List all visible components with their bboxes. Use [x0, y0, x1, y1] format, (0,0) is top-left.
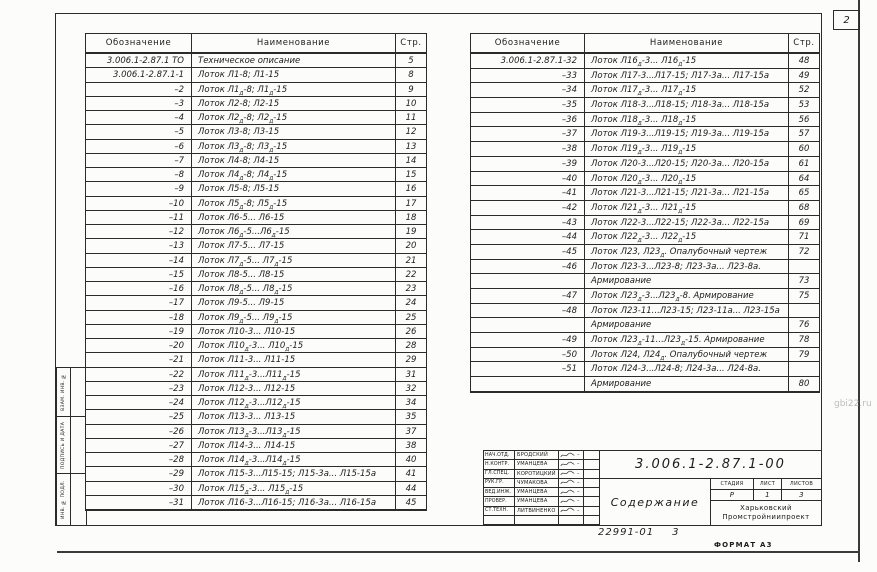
- page-cell: 20: [396, 239, 426, 253]
- designation-cell: [471, 377, 585, 392]
- name-cell: Лоток $Л9_д-5$... $Л9_д-15$: [192, 311, 396, 325]
- name-cell: Лоток $Л21_д-3$... $Л21_д-15$: [585, 201, 789, 216]
- signature-role-cell: ПРОВЕР.: [484, 497, 515, 506]
- designation-cell: –2: [86, 83, 192, 97]
- page-cell: 12: [396, 125, 426, 139]
- order-code: 22991-01: [598, 527, 655, 538]
- signature-name-cell: КОРОТИЦКИЙ: [515, 470, 559, 479]
- page-cell: 21: [396, 254, 426, 268]
- designation-cell: –14: [86, 254, 192, 268]
- name-cell: Лоток Л20-3...Л20-15; Л20-3а... Л20-15а: [585, 157, 789, 172]
- designation-cell: –41: [471, 186, 585, 201]
- page-cell: 10: [396, 97, 426, 111]
- signature-cell: –: [559, 451, 584, 460]
- page-cell: [789, 260, 819, 275]
- sheets-value: 3: [799, 491, 804, 499]
- designation-cell: –33: [471, 69, 585, 84]
- designation-cell: [471, 274, 585, 289]
- name-cell: Лоток $Л15_д-3$... $Л15_д-15$: [192, 482, 396, 496]
- stage-values-row: [711, 490, 821, 501]
- signature-date-cell: [584, 470, 599, 479]
- name-cell: Лоток Л14-3... Л14-15: [192, 439, 396, 453]
- designation-cell: –3: [86, 97, 192, 111]
- name-cell: Лоток Л1-8; Л1-15: [192, 68, 396, 82]
- page-cell: 41: [396, 467, 426, 481]
- designation-cell: –45: [471, 245, 585, 260]
- name-cell: Лоток Л4-8; Л4-15: [192, 154, 396, 168]
- signature-date-cell: [584, 516, 599, 525]
- name-cell: Лоток $Л8_д-5$... $Л8_д-15$: [192, 282, 396, 296]
- designation-cell: –29: [86, 467, 192, 481]
- designation-cell: –21: [86, 353, 192, 367]
- signature-mark: [560, 479, 575, 486]
- page-cell: 71: [789, 230, 819, 245]
- contents-table-left: [85, 33, 427, 511]
- page-cell: 44: [396, 482, 426, 496]
- page-cell: 18: [396, 211, 426, 225]
- stage-header-row: [711, 479, 821, 490]
- margin-cell: [57, 474, 86, 525]
- designation-cell: –49: [471, 333, 585, 348]
- signature-cell: –: [559, 507, 584, 516]
- signature-name-cell: УМАНЦЕВА: [515, 460, 559, 469]
- designation-cell: –44: [471, 230, 585, 245]
- designation-cell: 3.006.1-2.87.1-32: [471, 54, 585, 69]
- designation-cell: –13: [86, 239, 192, 253]
- name-cell: Лоток Л23-11...Л23-15; Л23-11а... Л23-15а: [585, 304, 789, 319]
- signature-date-cell: [584, 451, 599, 460]
- page-cell: 22: [396, 268, 426, 282]
- name-cell: Лоток Л24-3...Л24-8; Л24-3а... Л24-8а.: [585, 362, 789, 377]
- title-block: [483, 450, 822, 526]
- designation-cell: –40: [471, 172, 585, 187]
- name-cell: Лоток $Л12_д-3...Л12_д-15$: [192, 396, 396, 410]
- column-header-name: Наименование: [192, 34, 396, 54]
- page-cell: 69: [789, 216, 819, 231]
- signature-role-cell: Н.КОНТР.: [484, 460, 515, 469]
- designation-cell: –38: [471, 142, 585, 157]
- signature-mark: [560, 470, 575, 477]
- designation-cell: –27: [86, 439, 192, 453]
- watermark: gbi22.ru: [834, 399, 872, 409]
- designation-cell: –30: [86, 482, 192, 496]
- format-label: ФОРМАТ А3: [714, 541, 773, 549]
- designation-cell: –12: [86, 225, 192, 239]
- name-cell: Лоток Л13-3... Л13-15: [192, 410, 396, 424]
- name-cell: Лоток Л12-3... Л12-15: [192, 382, 396, 396]
- page-cell: 48: [789, 54, 819, 69]
- designation-cell: –48: [471, 304, 585, 319]
- margin-label-inv-podl: ИНВ. № ПОДЛ.: [57, 474, 71, 525]
- name-cell: Армирование: [585, 377, 789, 392]
- column-header-designation: Обозначение: [471, 34, 585, 54]
- designation-cell: –31: [86, 496, 192, 510]
- page-cell: 25: [396, 311, 426, 325]
- signature-date-cell: [584, 479, 599, 488]
- page-cell: 13: [396, 140, 426, 154]
- designation-cell: –28: [86, 453, 192, 467]
- name-cell: Армирование: [585, 274, 789, 289]
- page-cell: 64: [789, 172, 819, 187]
- org-line1: Харьковский: [740, 504, 792, 512]
- designation-cell: –37: [471, 127, 585, 142]
- name-cell: Лоток $Л5_д-8$; $Л5_д-15$: [192, 197, 396, 211]
- name-cell: Лоток Л21-3...Л21-15; Л21-3а... Л21-15а: [585, 186, 789, 201]
- page-cell: 19: [396, 225, 426, 239]
- signature-name-cell: ЧУМАКОВА: [515, 479, 559, 488]
- name-cell: Лоток Л23-3...Л23-8; Л23-3а... Л23-8а.: [585, 260, 789, 275]
- stage-block: [711, 479, 821, 525]
- page-cell: 45: [396, 496, 426, 510]
- page-cell: 23: [396, 282, 426, 296]
- page-cell: 60: [789, 142, 819, 157]
- page-cell: 52: [789, 83, 819, 98]
- page-cell: 40: [396, 453, 426, 467]
- signature-cell: [559, 516, 584, 525]
- name-cell: Лоток Л19-3...Л19-15; Л19-3а... Л19-15а: [585, 127, 789, 142]
- designation-cell: –36: [471, 113, 585, 128]
- signature-cell: –: [559, 488, 584, 497]
- name-cell: Лоток $Л23_д-11...Л23_д-15$. Армирование: [585, 333, 789, 348]
- designation-cell: –42: [471, 201, 585, 216]
- designation-cell: –17: [86, 296, 192, 310]
- signature-name-cell: [515, 516, 559, 525]
- page-cell: 16: [396, 182, 426, 196]
- page-cell: 56: [789, 113, 819, 128]
- page-cell: 17: [396, 197, 426, 211]
- page-cell: 15: [396, 168, 426, 182]
- name-cell: Лоток $Л10_д-3$... $Л10_д-15$: [192, 339, 396, 353]
- title-block-lower: [600, 479, 821, 525]
- signature-date-cell: [584, 488, 599, 497]
- name-cell: Лоток $Л3_д-8$; $Л3_д-15$: [192, 140, 396, 154]
- name-cell: Лоток Л9-5... Л9-15: [192, 296, 396, 310]
- page-cell: 72: [789, 245, 819, 260]
- left-margin-stamp-boxes: [56, 367, 87, 526]
- signature-role-cell: [484, 516, 515, 525]
- page-cell: [789, 362, 819, 377]
- name-cell: Лоток Л6-5... Л6-15: [192, 211, 396, 225]
- signature-cell: –: [559, 479, 584, 488]
- designation-cell: 3.006.1-2.87.1-1: [86, 68, 192, 82]
- designation-cell: –46: [471, 260, 585, 275]
- name-cell: Лоток $Л6_д-5...Л6_д-15$: [192, 225, 396, 239]
- designation-cell: [471, 318, 585, 333]
- name-cell: Лоток Л17-3...Л17-15; Л17-3а... Л17-15а: [585, 69, 789, 84]
- designation-cell: –50: [471, 348, 585, 363]
- designation-cell: –4: [86, 111, 192, 125]
- page-cell: 75: [789, 289, 819, 304]
- designation-cell: –15: [86, 268, 192, 282]
- page-cell: [789, 304, 819, 319]
- signature-role-cell: НАЧ.ОТД.: [484, 451, 515, 460]
- page-cell: 29: [396, 353, 426, 367]
- page-cell: 38: [396, 439, 426, 453]
- stage-value: Р: [711, 490, 754, 500]
- page-cell: 61: [789, 157, 819, 172]
- designation-cell: –8: [86, 168, 192, 182]
- signature-mark: [560, 489, 575, 496]
- designation-cell: –24: [86, 396, 192, 410]
- designation-cell: –47: [471, 289, 585, 304]
- page-cell: 11: [396, 111, 426, 125]
- name-cell: Лоток Л2-8; Л2-15: [192, 97, 396, 111]
- sheet-corner-page-number: [833, 10, 860, 30]
- stage-label: СТАДИЯ: [711, 479, 754, 489]
- name-cell: Лоток $Л2_д-8$; $Л2_д-15$: [192, 111, 396, 125]
- page-cell: 24: [396, 296, 426, 310]
- designation-cell: 3.006.1-2.87.1 ТО: [86, 54, 192, 68]
- column-header-name: Наименование: [585, 34, 789, 54]
- designation-cell: –23: [86, 382, 192, 396]
- sheet-right-edge: [858, 0, 860, 562]
- name-cell: Лоток $Л7_д-5$... $Л7_д-15$: [192, 254, 396, 268]
- page-cell: 28: [396, 339, 426, 353]
- signature-name-cell: БРОДСКИЙ: [515, 451, 559, 460]
- name-cell: Лоток $Л18_д-3$... $Л18_д-15$: [585, 113, 789, 128]
- signature-cell: –: [559, 497, 584, 506]
- page-cell: 26: [396, 325, 426, 339]
- page-cell: 35: [396, 410, 426, 424]
- page-cell: 65: [789, 186, 819, 201]
- column-header-designation: Обозначение: [86, 34, 192, 54]
- name-cell: Лоток $Л14_д-3...Л14_д-15$: [192, 453, 396, 467]
- name-cell: Лоток $Л23_д-3...Л23_д-8$. Армирование: [585, 289, 789, 304]
- signature-cell: –: [559, 470, 584, 479]
- page-cell: 32: [396, 382, 426, 396]
- margin-cell: [57, 368, 86, 417]
- page-cell: 79: [789, 348, 819, 363]
- name-cell: Лоток Л18-3...Л18-15; Л18-3а... Л18-15а: [585, 98, 789, 113]
- signature-date-cell: [584, 460, 599, 469]
- page-cell: 76: [789, 318, 819, 333]
- page-cell: 80: [789, 377, 819, 392]
- signature-mark: [560, 498, 575, 505]
- designation-cell: –34: [471, 83, 585, 98]
- signature-cell: –: [559, 460, 584, 469]
- signature-role-cell: ГЛ.СПЕЦ.: [484, 470, 515, 479]
- name-cell: Лоток Л22-3...Л22-15; Л22-3а... Л22-15а: [585, 216, 789, 231]
- footer-sheet-number: 3: [672, 527, 680, 538]
- margin-label-podpis-data: ПОДПИСЬ И ДАТА: [57, 417, 71, 473]
- designation-cell: –6: [86, 140, 192, 154]
- title-block-right: [600, 451, 821, 525]
- name-cell: Лоток Л15-3...Л15-15; Л15-3а... Л15-15а: [192, 467, 396, 481]
- footer-order-code: [598, 527, 738, 538]
- page-cell: 8: [396, 68, 426, 82]
- name-cell: Лоток Л8-5... Л8-15: [192, 268, 396, 282]
- name-cell: Лоток $Л22_д-3$... $Л22_д-15$: [585, 230, 789, 245]
- column-header-page: Стр.: [396, 34, 426, 54]
- designation-cell: –22: [86, 368, 192, 382]
- designation-cell: –39: [471, 157, 585, 172]
- name-cell: Лоток Л3-8; Л3-15: [192, 125, 396, 139]
- signature-date-cell: [584, 497, 599, 506]
- signature-role-cell: РУК.ГР.: [484, 479, 515, 488]
- signature-mark: [560, 507, 575, 514]
- name-cell: Лоток $Л1_д-8$; $Л1_д-15$: [192, 83, 396, 97]
- designation-cell: –16: [86, 282, 192, 296]
- name-cell: Лоток $Л11_д-3...Л11_д-15$: [192, 368, 396, 382]
- signature-name-cell: УМАНЦЕВА: [515, 497, 559, 506]
- organization-name: [711, 501, 821, 525]
- margin-cell: [57, 417, 86, 474]
- page-cell: 34: [396, 396, 426, 410]
- signature-table: [484, 451, 600, 525]
- name-cell: Лоток Л5-8; Л5-15: [192, 182, 396, 196]
- org-line2: Промстройниипроект: [722, 513, 810, 521]
- name-cell: Лоток $Л17_д-3$... $Л17_д-15$: [585, 83, 789, 98]
- name-cell: Лоток $Л13_д-3...Л13_д-15$: [192, 425, 396, 439]
- page-number-value: 2: [843, 14, 850, 26]
- page-cell: 37: [396, 425, 426, 439]
- name-cell: Лоток $Л19_д-3$... $Л19_д-15$: [585, 142, 789, 157]
- sheet-label: ЛИСТ: [754, 479, 782, 489]
- page-cell: 68: [789, 201, 819, 216]
- designation-cell: –26: [86, 425, 192, 439]
- designation-cell: –20: [86, 339, 192, 353]
- name-cell: Лоток $Л16_д-3$... $Л16_д-15$: [585, 54, 789, 69]
- designation-cell: –18: [86, 311, 192, 325]
- document-number: 3.006.1-2.87.1-00: [600, 451, 821, 479]
- page-cell: 78: [789, 333, 819, 348]
- designation-cell: –51: [471, 362, 585, 377]
- name-cell: Лоток Л24, $Л24_д$. Опалубочный чертеж: [585, 348, 789, 363]
- signature-mark: [560, 461, 575, 468]
- designation-cell: –11: [86, 211, 192, 225]
- page-cell: 9: [396, 83, 426, 97]
- signature-role-cell: ВЕД.ИНЖ.: [484, 488, 515, 497]
- designation-cell: –43: [471, 216, 585, 231]
- designation-cell: –19: [86, 325, 192, 339]
- name-cell: Лоток Л7-5... Л7-15: [192, 239, 396, 253]
- signature-name-cell: ЛИТВИНЕНКО: [515, 507, 559, 516]
- designation-cell: –10: [86, 197, 192, 211]
- designation-cell: –25: [86, 410, 192, 424]
- contents-table-right: [470, 33, 820, 393]
- designation-cell: –5: [86, 125, 192, 139]
- name-cell: Лоток Л10-3... Л10-15: [192, 325, 396, 339]
- name-cell: Лоток Л23, $Л23_д$. Опалубочный чертеж: [585, 245, 789, 260]
- name-cell: Армирование: [585, 318, 789, 333]
- signature-mark: [560, 452, 575, 459]
- signature-date-cell: [584, 507, 599, 516]
- sheet-bottom-edge: [57, 551, 858, 553]
- page-cell: 49: [789, 69, 819, 84]
- page-cell: 53: [789, 98, 819, 113]
- page-cell: 57: [789, 127, 819, 142]
- column-header-page: Стр.: [789, 34, 819, 54]
- margin-label-vzam-inv: ВЗАМ. ИНВ. №: [57, 368, 71, 416]
- name-cell: Лоток Л11-3... Л11-15: [192, 353, 396, 367]
- page-cell: 5: [396, 54, 426, 68]
- sheet-value: 1: [754, 490, 782, 500]
- page-cell: 73: [789, 274, 819, 289]
- designation-cell: –7: [86, 154, 192, 168]
- page-cell: 14: [396, 154, 426, 168]
- name-cell: Лоток $Л20_д-3$... $Л20_д-15$: [585, 172, 789, 187]
- sheet-title: Содержание: [600, 479, 711, 525]
- sheets-label: ЛИСТОВ: [789, 481, 814, 487]
- signature-name-cell: УМАНЦЕВА: [515, 488, 559, 497]
- name-cell: Техническое описание: [192, 54, 396, 68]
- designation-cell: –35: [471, 98, 585, 113]
- signature-role-cell: СТ.ТЕХН.: [484, 507, 515, 516]
- page-cell: 31: [396, 368, 426, 382]
- name-cell: Лоток Л16-3...Л16-15; Л16-3а... Л16-15а: [192, 496, 396, 510]
- name-cell: Лоток $Л4_д-8$; $Л4_д-15$: [192, 168, 396, 182]
- designation-cell: –9: [86, 182, 192, 196]
